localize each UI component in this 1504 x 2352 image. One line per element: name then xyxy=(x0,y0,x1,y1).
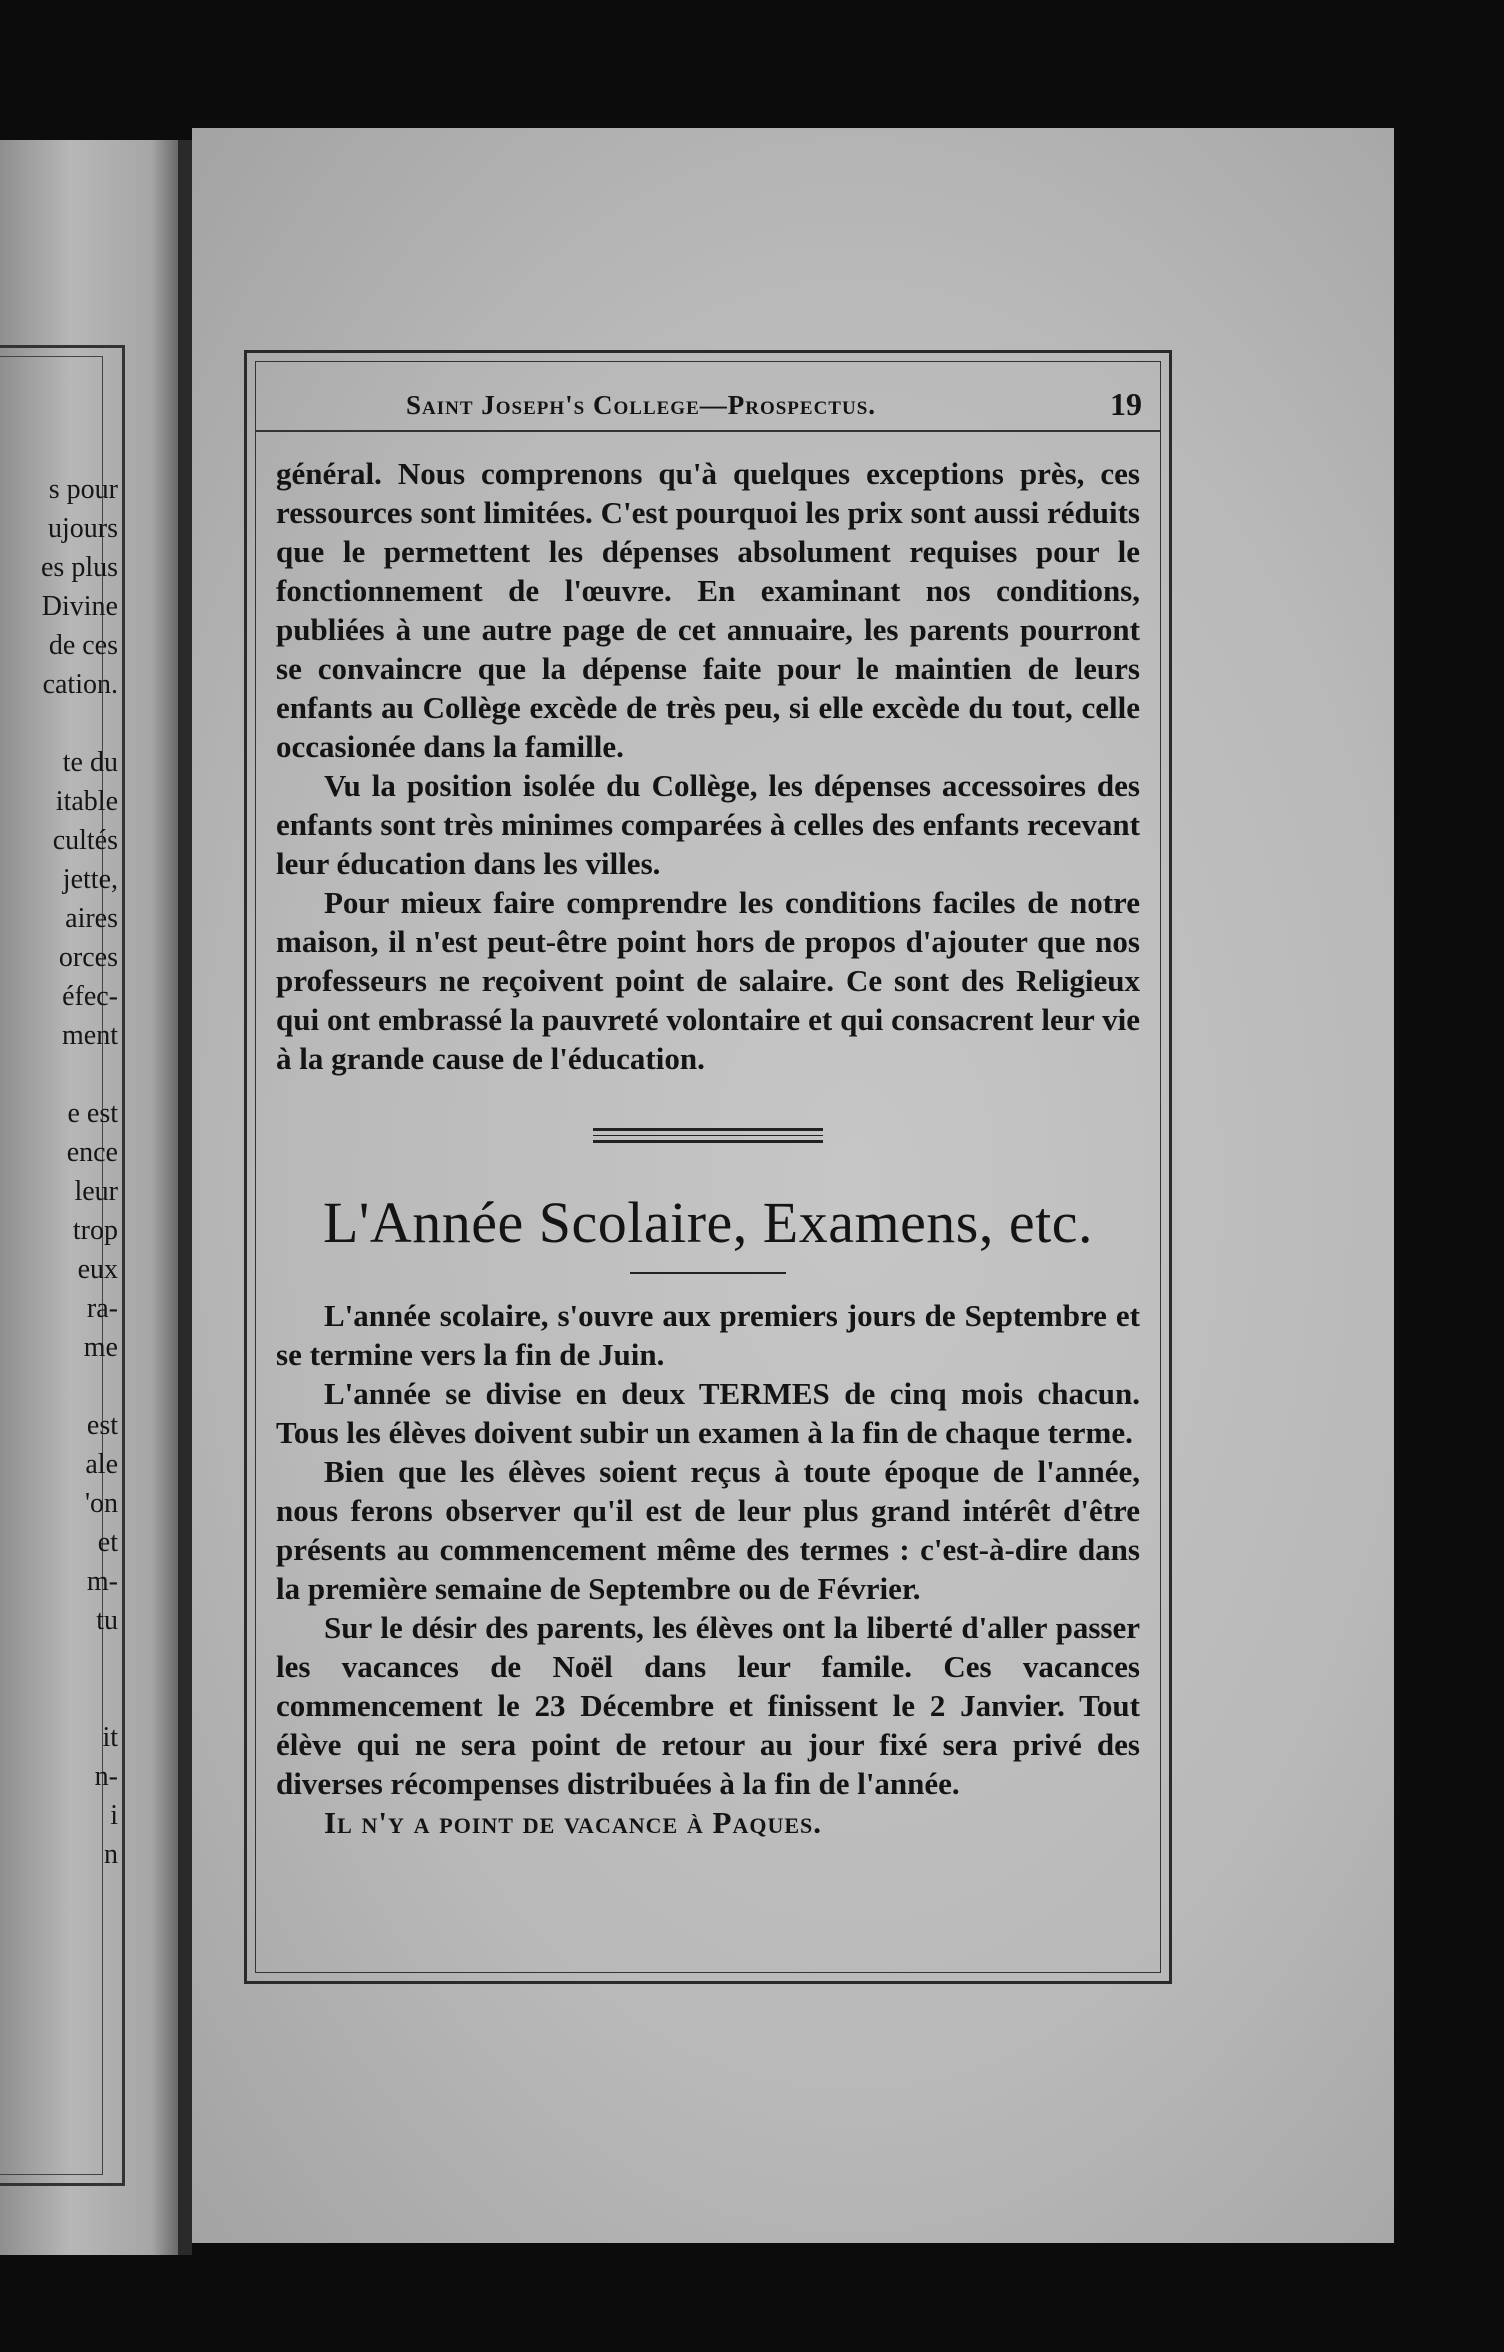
section-divider-ornament xyxy=(593,1128,823,1144)
left-page-fragment-line xyxy=(0,1055,118,1094)
paragraph: L'année scolaire, s'ouvre aux premiers jours de Septembre et se termine vers la fin de Juin. xyxy=(276,1298,1140,1372)
paragraph: L'année se divise en deux TERMES de cinq mois chacun. Tous les élèves doivent subir un examen à la fin de chaque terme. xyxy=(276,1376,1140,1450)
page-border-inner xyxy=(255,361,1161,1973)
left-page-fragment-line: 'on xyxy=(84,1488,118,1519)
running-title: Saint Joseph's College—Prospectus. xyxy=(406,390,877,420)
left-page-fragment-line: ra- xyxy=(86,1293,118,1324)
left-page-fragment-line: me xyxy=(83,1332,118,1363)
body-text xyxy=(276,454,1140,1842)
left-page-fragment-line: tu xyxy=(96,1605,118,1636)
left-page-fragment-line: eux xyxy=(77,1254,118,1285)
left-page-fragment-line: ujours xyxy=(48,513,118,544)
paragraph: général. Nous comprenons qu'à quelques exceptions près, ces ressources sont limitées. C'est pourquoi les prix sont aussi réduits que le permettent les dépenses absolument requises pour le fonctionnement de l'œuvre. En examinant nos conditions, publiées à une autre page de cet annuaire, les parents pourront se convaincre que la dépense faite pour le maintien de leurs enfants au Collège excède de très peu, si elle excède du tout, celle occasionée dans la famille. xyxy=(276,456,1140,764)
left-page-fragment-line: ment xyxy=(62,1020,118,1051)
left-page-fragment-line: aires xyxy=(65,903,118,934)
left-page-fragment-line: éfec- xyxy=(62,981,118,1012)
left-page-text-fragments xyxy=(0,470,118,1874)
right-page xyxy=(192,128,1394,2243)
left-page-fragment-line xyxy=(0,704,118,743)
left-page-fragment-line: cultés xyxy=(52,825,118,856)
left-page-fragment-line: it xyxy=(102,1722,118,1753)
left-page-fragment-line: i xyxy=(110,1800,118,1831)
left-page-fragment-line: trop xyxy=(72,1215,118,1246)
paragraph: Pour mieux faire comprendre les conditions faciles de notre maison, il n'est peut-être point hors de propos d'ajouter que nos professeurs ne reçoivent point de salaire. Ce sont des Religieux qui ont embrassé la pauvreté volontaire et qui consacrent leur vie à la grande cause de l'éducation. xyxy=(276,885,1140,1076)
left-page-fragment-line: de ces xyxy=(48,630,118,661)
page-header xyxy=(256,384,1160,432)
heading-rule xyxy=(630,1272,786,1274)
left-page-fragment-line: n- xyxy=(94,1761,118,1792)
left-page-fragment-line: orces xyxy=(58,942,118,973)
left-page-fragment-line: jette, xyxy=(62,864,118,895)
left-page-fragment-line: m- xyxy=(86,1566,118,1597)
page-number: 19 xyxy=(1110,386,1142,422)
left-page-fragment-line: n xyxy=(104,1839,118,1870)
left-page-edge xyxy=(0,140,178,2255)
left-page-fragment-line: cation. xyxy=(42,669,118,700)
section-heading: L'Année Scolaire, Examens, etc. xyxy=(323,1190,1093,1255)
left-page-fragment-line: est xyxy=(86,1410,118,1441)
closing-notice: Il n'y a point de vacance à Paques. xyxy=(324,1805,823,1840)
left-page-fragment-line: ale xyxy=(85,1449,118,1480)
left-page-fragment-line xyxy=(0,1679,118,1718)
book-gutter xyxy=(178,140,192,2255)
paragraph: Bien que les élèves soient reçus à toute époque de l'année, nous ferons observer qu'il est de leur plus grand intérêt d'être présents au commencement même des termes : c'est-à-dire dans la première semaine de Septembre ou de Février. xyxy=(276,1454,1140,1606)
paragraph: Vu la position isolée du Collège, les dépenses accessoires des enfants sont très minimes comparées à celles des enfants recevant leur éducation dans les villes. xyxy=(276,768,1140,881)
left-page-fragment-line: et xyxy=(97,1527,118,1558)
page-border-outer xyxy=(244,350,1172,1984)
left-page-fragment-line: s pour xyxy=(48,474,118,505)
left-page-fragment-line: e est xyxy=(67,1098,118,1129)
left-page-fragment-line: Divine xyxy=(41,591,118,622)
paragraph: Sur le désir des parents, les élèves ont la liberté d'aller passer les vacances de Noël dans leur famile. Ces vacances commencement le 23 Décembre et finissent le 2 Janvier. Tout élève qui ne sera point de retour au jour fixé sera privé des diverses récompenses distribuées à la fin de l'année. xyxy=(276,1610,1140,1801)
left-page-fragment-line: ence xyxy=(66,1137,118,1168)
left-page-fragment-line xyxy=(0,1640,118,1679)
left-page-fragment-line: leur xyxy=(74,1176,118,1207)
left-page-fragment-line: es plus xyxy=(41,552,118,583)
left-page-fragment-line: itable xyxy=(55,786,118,817)
left-page-fragment-line xyxy=(0,1367,118,1406)
left-page-fragment-line: te du xyxy=(62,747,118,778)
